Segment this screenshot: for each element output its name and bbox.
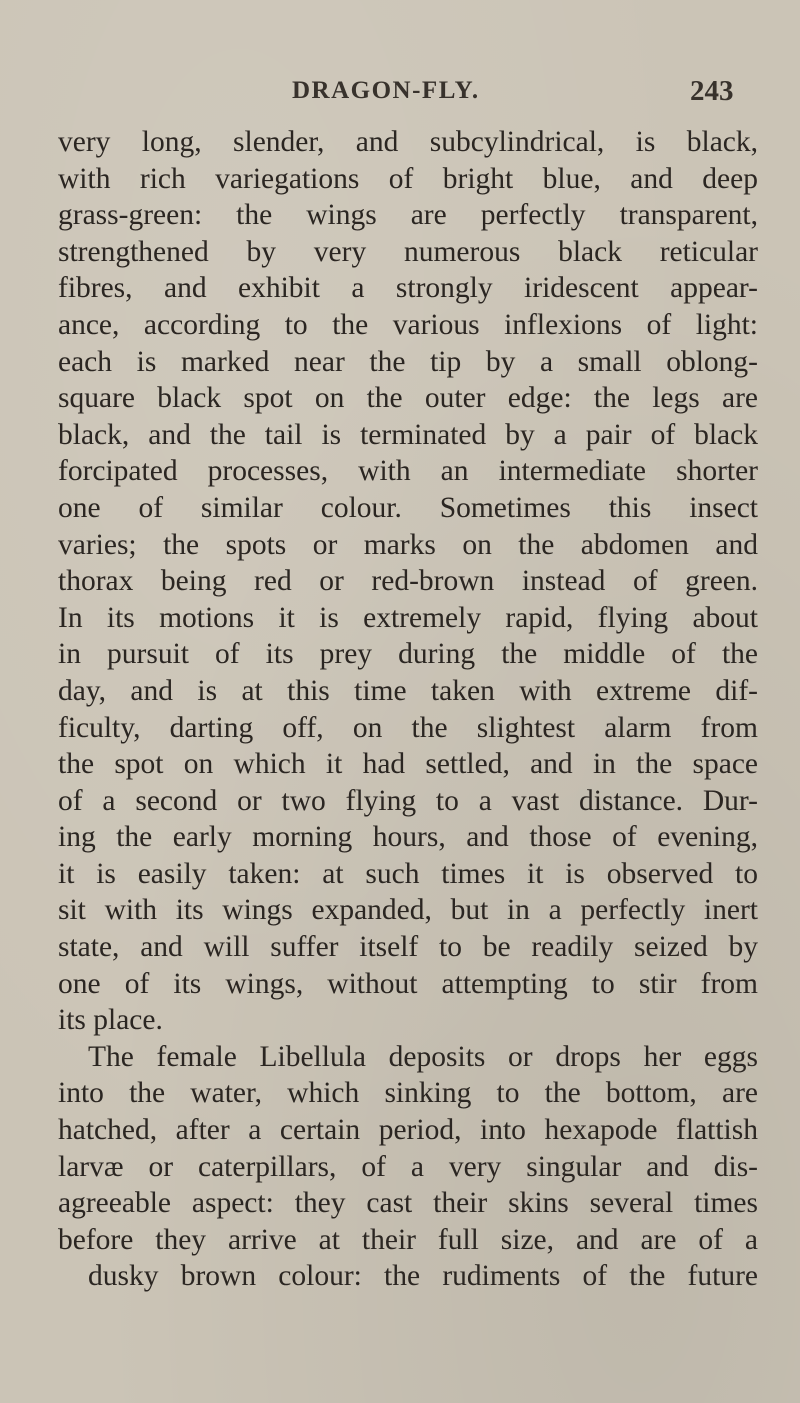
text-line: strengthened by very numerous black reticular (58, 235, 758, 268)
text-line: with rich variegations of bright blue, and deep (58, 162, 758, 195)
text-line: one of its wings, without attempting to stir from (58, 967, 758, 1000)
text-line: its place. (58, 1004, 163, 1037)
running-head (0, 77, 800, 111)
text-line: dusky brown colour: the rudiments of the future (88, 1260, 758, 1293)
text-line: in pursuit of its prey during the middle of the (58, 638, 758, 671)
text-line: square black spot on the outer edge: the legs are (58, 382, 758, 415)
text-line: of a second or two flying to a vast distance. Dur- (58, 784, 758, 817)
text-line: forcipated processes, with an intermediate shorter (58, 455, 758, 488)
text-line: ing the early morning hours, and those of evening, (58, 821, 758, 854)
text-line: day, and is at this time taken with extreme dif- (58, 674, 758, 707)
text-line: hatched, after a certain period, into hexapode flattish (58, 1114, 758, 1147)
text-line: fibres, and exhibit a strongly iridescent appear- (58, 272, 758, 305)
text-line: sit with its wings expanded, but in a perfectly inert (58, 894, 758, 927)
text-line: The female Libellula deposits or drops her eggs (88, 1040, 758, 1073)
text-line: state, and will suffer itself to be readily seized by (58, 931, 758, 964)
text-line: ance, according to the various inflexions of light: (58, 308, 758, 341)
page-number: 243 (690, 75, 734, 107)
text-line: varies; the spots or marks on the abdomen and (58, 528, 758, 561)
text-line: it is easily taken: at such times it is observed to (58, 857, 758, 890)
text-line: agreeable aspect: they cast their skins several times (58, 1187, 758, 1220)
text-line: one of similar colour. Sometimes this insect (58, 491, 758, 524)
text-line: larvæ or caterpillars, of a very singular and dis- (58, 1150, 758, 1183)
text-line: thorax being red or red-brown instead of green. (58, 565, 758, 598)
text-line: black, and the tail is terminated by a pair of black (58, 418, 758, 451)
text-line: very long, slender, and subcylindrical, is black, (58, 126, 758, 158)
text-line: grass-green: the wings are perfectly transparent, (58, 199, 758, 232)
text-line: the spot on which it had settled, and in the space (58, 748, 758, 781)
text-line: ficulty, darting off, on the slightest alarm from (58, 711, 758, 744)
text-line: into the water, which sinking to the bottom, are (58, 1077, 758, 1110)
body-text (58, 124, 758, 1295)
text-line: In its motions it is extremely rapid, flying about (58, 601, 758, 634)
text-line: each is marked near the tip by a small oblong- (58, 345, 758, 378)
text-line: before they arrive at their full size, and are of a (58, 1223, 758, 1256)
running-title: DRAGON-FLY. (292, 77, 480, 104)
